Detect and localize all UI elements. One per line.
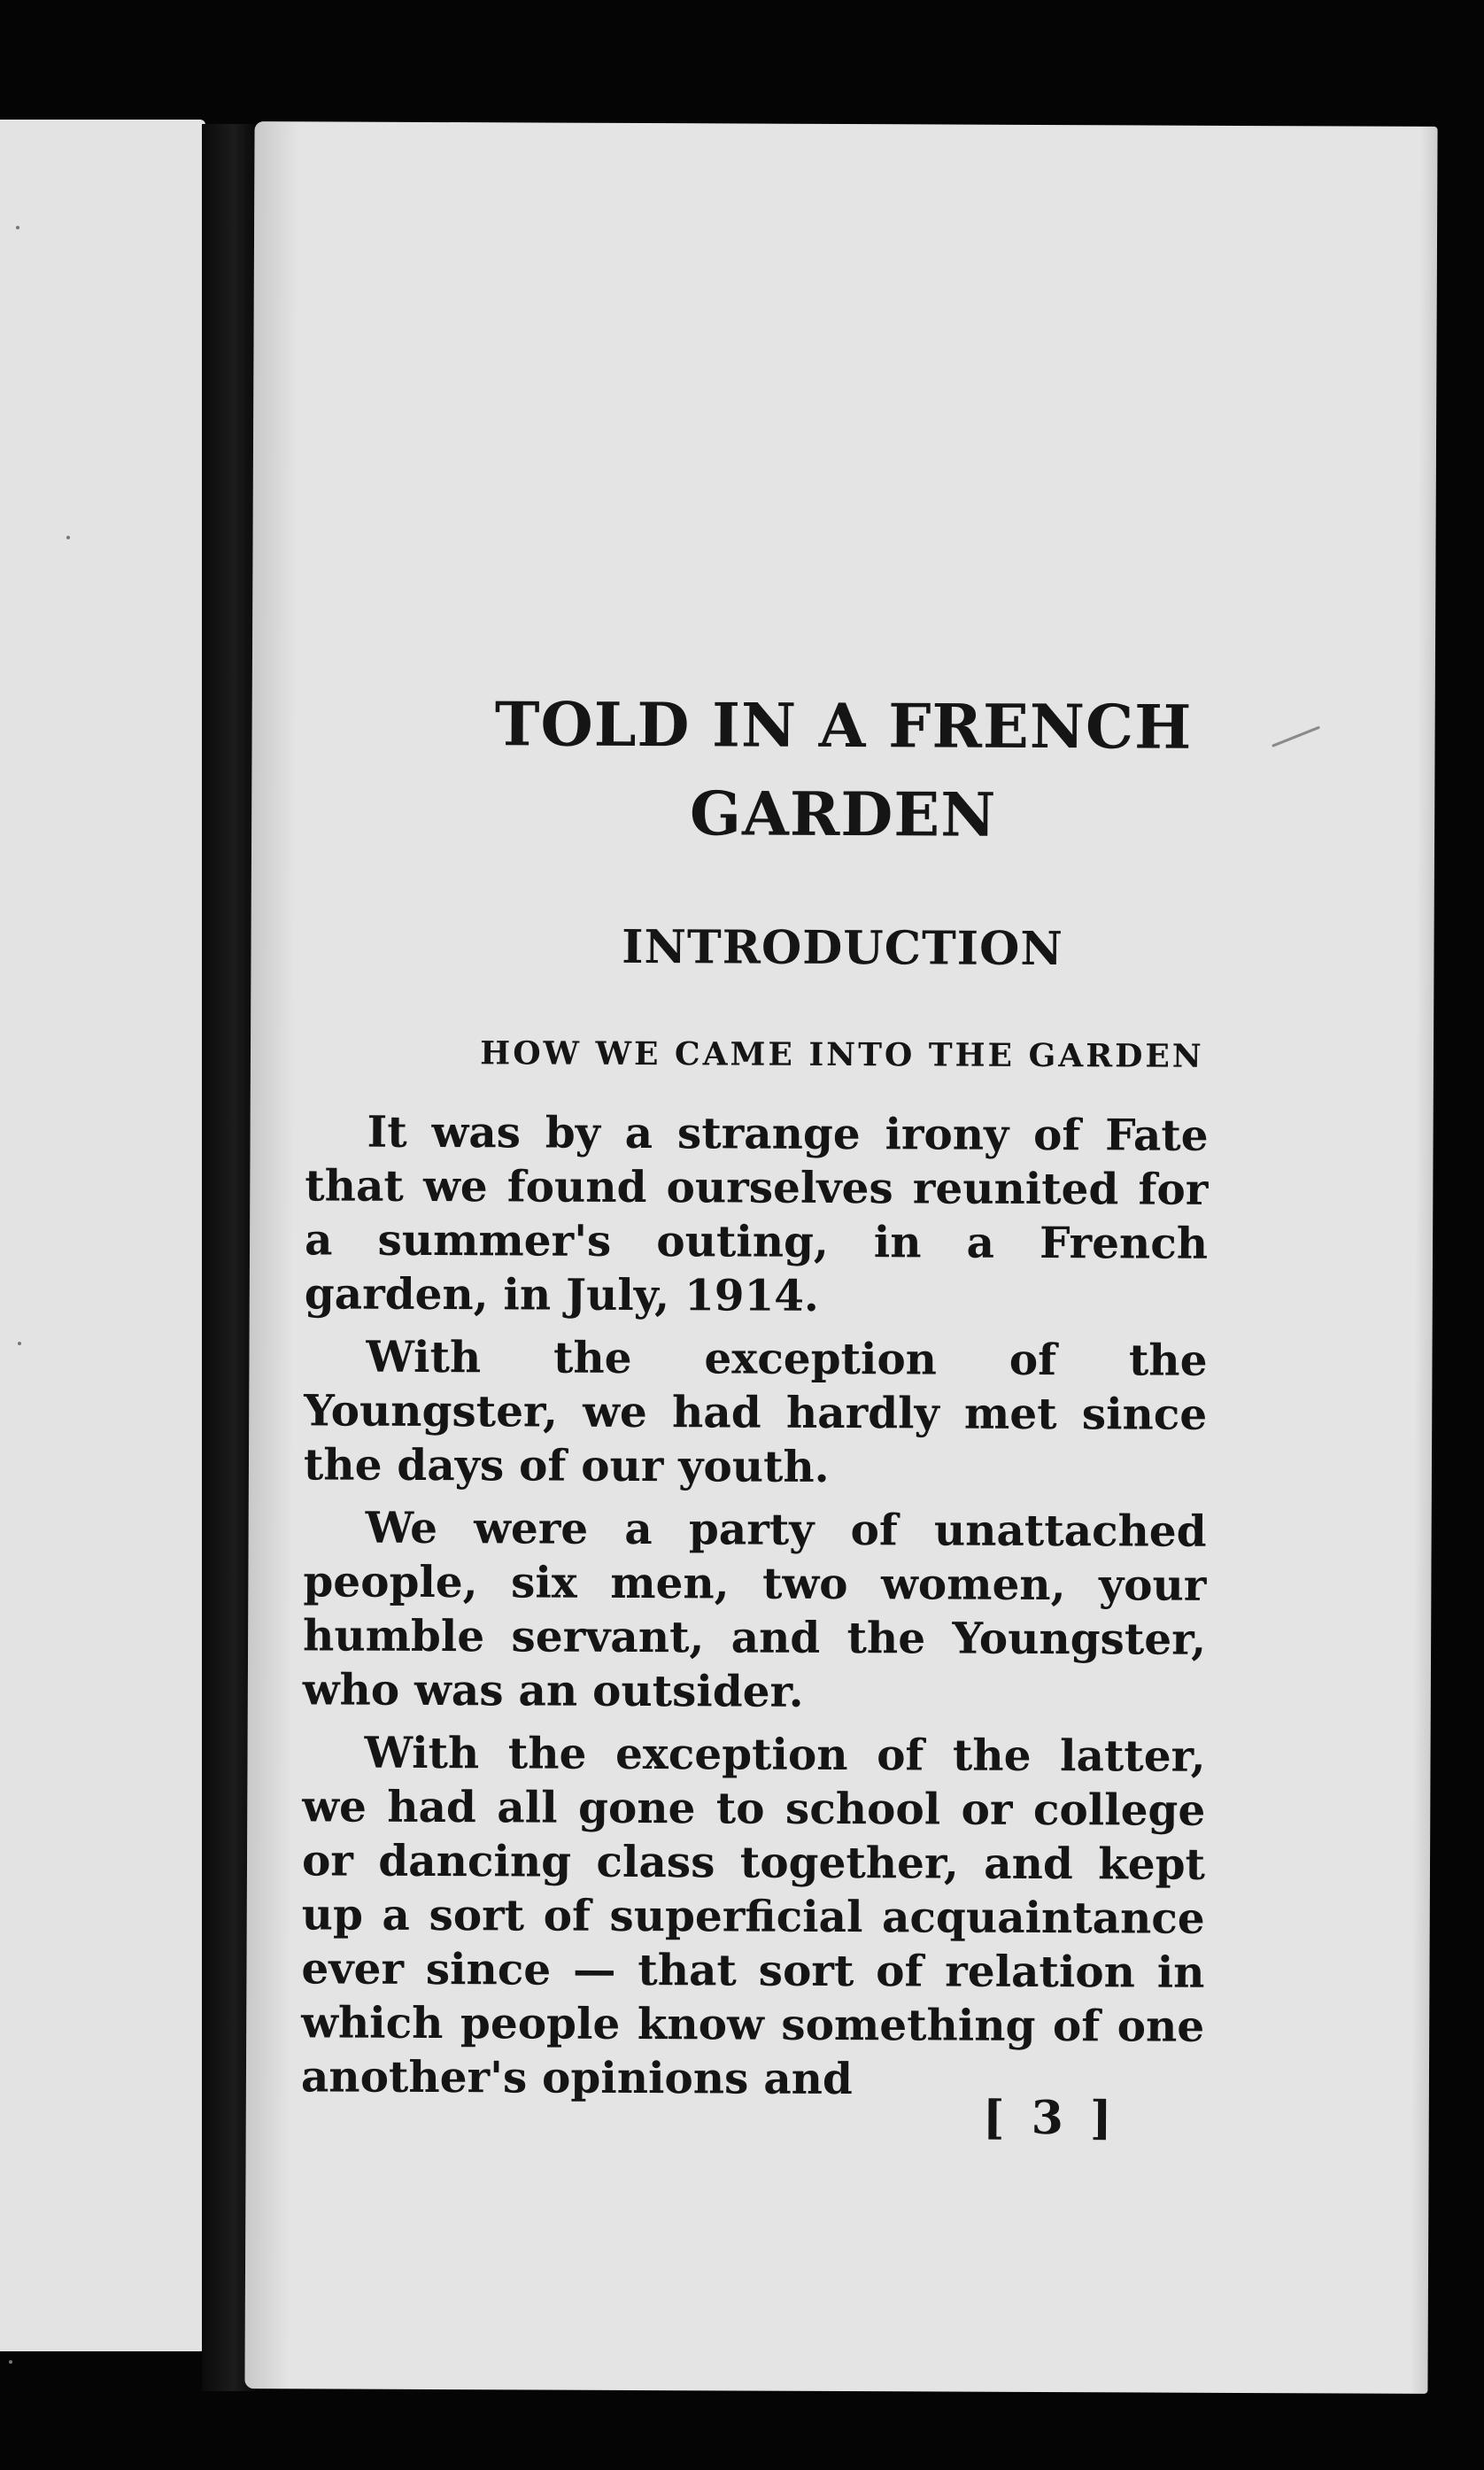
paper-speck xyxy=(9,2360,12,2364)
book-page xyxy=(244,121,1437,2394)
paragraph: It was by a strange irony of Fate that we found ourselves reunited for a summer's outing, in a French garden, in July, 1914. xyxy=(304,1106,1209,1321)
paragraph: With the exception of the latter, we had all gone to school or college or dancing class together, and kept up a sort of superficial acquaintance ever since — that sort of relation in which people know something of one another's opinions and xyxy=(300,1727,1206,2105)
left-page-edge xyxy=(0,120,205,2351)
body-text xyxy=(301,1104,1209,2116)
paragraph: With the exception of the Youngster, we had hardly met since the days of our youth. xyxy=(303,1331,1208,1492)
book-title xyxy=(322,679,1364,861)
chapter-heading: HOW WE CAME INTO THE GARDEN xyxy=(480,1034,1204,1075)
paper-speck xyxy=(18,1342,21,1345)
book-title-line-2: GARDEN xyxy=(689,778,997,851)
paragraph: We were a party of unattached people, six men, two women, your humble servant, and the Youngster, who was an outsider. xyxy=(302,1502,1207,1717)
paper-speck xyxy=(16,226,19,229)
page-content xyxy=(244,121,1437,2394)
book-title-line-1: TOLD IN A FRENCH xyxy=(494,689,1193,763)
page-number: [ 3 ] xyxy=(982,2090,1117,2146)
paper-speck xyxy=(66,536,70,539)
section-heading: INTRODUCTION xyxy=(622,919,1064,977)
